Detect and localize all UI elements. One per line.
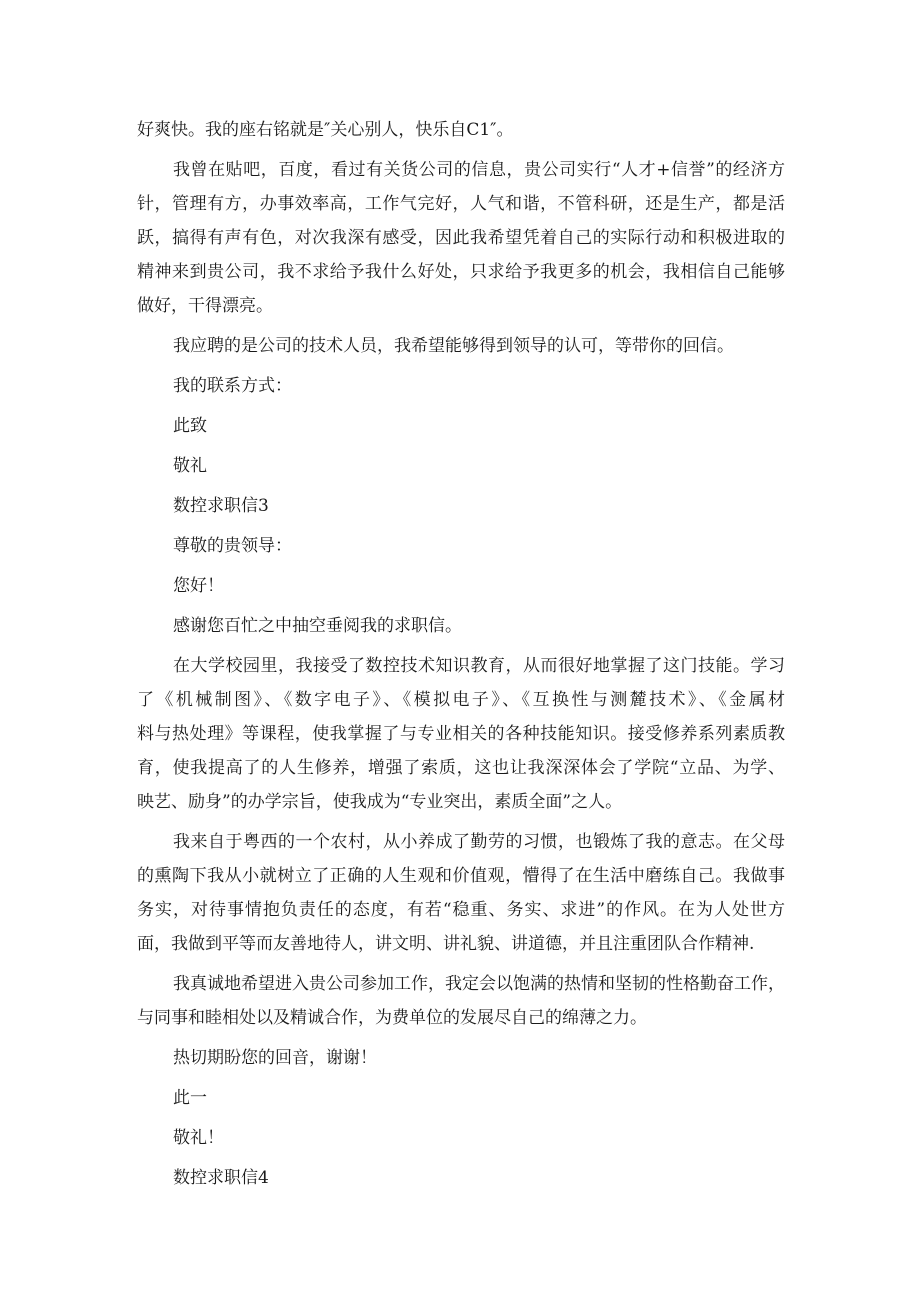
paragraph-line: 我真诚地希望进入贵公司参加工作，我定会以饱满的热情和坚韧的性格勤奋工作， xyxy=(173,974,785,994)
letter-body xyxy=(137,113,785,1195)
paragraph-line: 我应聘的是公司的技术人员，我希望能够得到领导的认可，等带你的回信。 xyxy=(173,336,734,356)
salutation: 尊敬的贵领导： xyxy=(173,536,292,556)
paragraph-line: 料与热处理》等课程，使我掌握了与专业相关的各种技能知识。接受修养系列素质教 xyxy=(137,724,785,744)
contact-label: 我的联系方式： xyxy=(173,376,292,396)
paragraph-line: 面，我做到平等而友善地待人，讲文明、讲礼貌、讲道德，并且注重团队合作精神. xyxy=(137,934,755,954)
paragraph-line: 做好，干得漂亮。 xyxy=(137,296,273,316)
closing-line: 此一 xyxy=(173,1088,207,1108)
paragraph-line: 精神来到贵公司，我不求给予我什么好处，只求给予我更多的机会，我相信自己能够 xyxy=(137,262,785,282)
paragraph-line: 我来自于粤西的一个农村，从小养成了勤劳的习惯，也锻炼了我的意志。在父母 xyxy=(173,832,785,852)
greeting: 您好！ xyxy=(173,576,224,596)
paragraph-line: 的熏陶下我从小就树立了正确的人生观和价值观，懵得了在生活中磨练自己。我做事 xyxy=(137,866,785,886)
paragraph-line: 热切期盼您的回音，谢谢！ xyxy=(173,1048,377,1068)
closing-salute: 敬礼！ xyxy=(173,1128,224,1148)
paragraph-line: 与同事和睦相处以及精诚合作，为费单位的发展尽自己的绵薄之力。 xyxy=(137,1008,647,1028)
closing-salute: 敬礼 xyxy=(173,456,207,476)
paragraph-line: 感谢您百忙之中抽空垂阅我的求职信。 xyxy=(173,616,462,636)
text-line: 好爽快。我的座右铭就是″关心别人，快乐自C1″。 xyxy=(137,120,514,140)
paragraph-line: 我曾在贴吧，百度，看过有关货公司的信息，贵公司实行“人才+信誉”的经济方 xyxy=(173,160,785,180)
paragraph-line: 跃，搞得有声有色，对次我深有感受，因此我希望凭着自己的实际行动和积极进取的 xyxy=(137,228,785,248)
section-title: 数控求职信4 xyxy=(173,1168,269,1188)
closing-line: 此致 xyxy=(173,416,207,436)
paragraph-line: 针，管理有方，办事效率高，工作气完好，人气和谐，不管科研，还是生产，都是活 xyxy=(137,194,785,214)
paragraph-line: 育，使我提高了的人生修养，增强了索质，这也让我深深体会了学院“立品、为学、 xyxy=(137,758,785,778)
paragraph-line: 在大学校园里，我接受了数控技术知识教育，从而很好地掌握了这门技能。学习 xyxy=(173,656,785,676)
paragraph-line: 务实，对待事情抱负责任的态度，有若“稳重、务实、求进”的作风。在为人处世方 xyxy=(137,900,785,920)
paragraph-line: 映艺、励身”的办学宗旨，使我成为“专业突出，素质全面”之人。 xyxy=(137,792,623,812)
paragraph-line: 了《机械制图》、《数字电子》、《模拟电子》、《互换性与测麓技术》、《金属材 xyxy=(137,690,785,710)
section-title: 数控求职信3 xyxy=(173,496,269,516)
